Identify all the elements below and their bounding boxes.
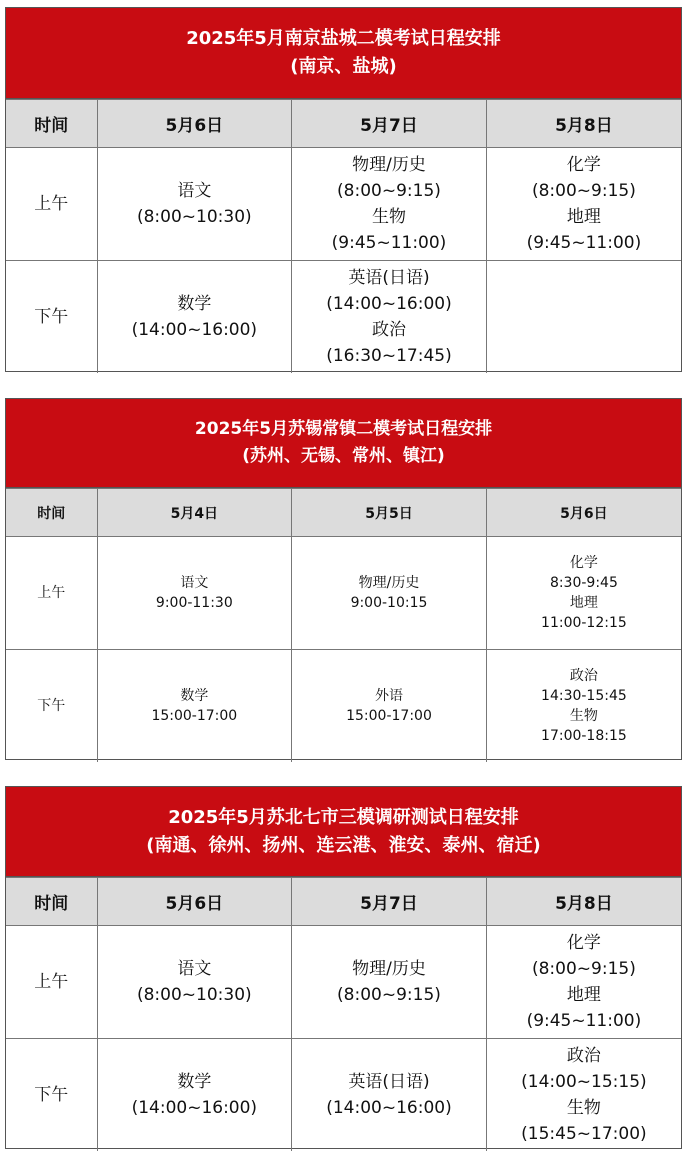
exam-time: (8:00~9:15) [531, 181, 636, 201]
table-header-row [6, 489, 681, 537]
exam-cell [97, 926, 292, 1039]
exam-time: 11:00-12:15 [541, 615, 627, 631]
subject-name: 地理 [566, 207, 601, 227]
subject-name: 政治 [569, 668, 598, 684]
time-column-header: 时间 [6, 878, 97, 926]
date-column-header: 5月4日 [97, 489, 292, 537]
date-column-header: 5月8日 [486, 878, 681, 926]
exam-cell [292, 148, 487, 261]
subject-name: 数学 [180, 688, 209, 704]
schedule-header [6, 399, 681, 488]
exam-time: (15:45~17:00) [521, 1124, 647, 1144]
table-row [6, 650, 681, 763]
schedule-header [6, 8, 681, 99]
table-row [6, 261, 681, 374]
subject-name: 政治 [371, 320, 406, 340]
subject-name: 化学 [569, 555, 598, 571]
period-label: 上午 [6, 537, 97, 650]
table-row [6, 537, 681, 650]
subject-name: 政治 [566, 1046, 601, 1066]
exam-cell [486, 650, 681, 763]
subject-name: 物理/历史 [358, 575, 420, 591]
exam-time: 9:00-11:30 [155, 595, 233, 611]
exam-time: (9:45~11:00) [526, 1011, 642, 1031]
subject-name: 化学 [566, 933, 601, 953]
table-header-row [6, 878, 681, 926]
table-header-row [6, 100, 681, 148]
schedule-title: 2025年5月苏锡常镇二模考试日程安排 [194, 419, 493, 439]
schedule-table [6, 99, 681, 373]
period-label: 下午 [6, 650, 97, 763]
subject-name: 物理/历史 [352, 155, 426, 175]
period-label: 上午 [6, 148, 97, 261]
subject-name: 外语 [374, 688, 403, 704]
exam-time: 8:30-9:45 [549, 575, 618, 591]
subject-name: 地理 [566, 985, 601, 1005]
exam-time: (14:00~16:00) [326, 1098, 452, 1118]
schedule-title: 2025年5月苏北七市三模调研测试日程安排 [168, 806, 519, 828]
subject-name: 英语(日语) [348, 1072, 430, 1092]
schedule-subtitle: (南通、徐州、扬州、连云港、淮安、泰州、宿迁) [146, 834, 541, 856]
schedule-title: 2025年5月南京盐城二模考试日程安排 [186, 28, 501, 49]
exam-time: 17:00-18:15 [541, 728, 627, 744]
subject-name: 语文 [180, 575, 209, 591]
schedule-subtitle: (苏州、无锡、常州、镇江) [242, 446, 445, 466]
subject-name: 生物 [569, 708, 598, 724]
subject-name: 语文 [177, 181, 212, 201]
exam-cell [486, 148, 681, 261]
exam-time: 15:00-17:00 [346, 708, 432, 724]
exam-time: (14:00~16:00) [131, 1098, 258, 1118]
date-column-header: 5月6日 [97, 100, 292, 148]
time-column-header: 时间 [6, 100, 97, 148]
subject-name: 化学 [566, 155, 601, 175]
exam-cell [97, 650, 292, 763]
date-column-header: 5月5日 [292, 489, 487, 537]
exam-cell [97, 1039, 292, 1151]
exam-cell [486, 1039, 681, 1151]
exam-time: (8:00~9:15) [337, 985, 441, 1005]
schedule-table [6, 488, 681, 762]
exam-time: (16:30~17:45) [326, 346, 452, 366]
exam-time: (9:45~11:00) [331, 233, 447, 253]
date-column-header: 5月6日 [486, 489, 681, 537]
subject-name: 生物 [566, 1098, 601, 1118]
date-column-header: 5月7日 [292, 878, 487, 926]
exam-time: (14:00~16:00) [326, 294, 452, 314]
exam-cell [97, 148, 292, 261]
schedule-subtitle: (南京、盐城) [290, 56, 397, 77]
exam-time: 15:00-17:00 [151, 708, 238, 724]
subject-name: 物理/历史 [352, 959, 426, 979]
subject-name: 语文 [177, 959, 212, 979]
subject-name: 生物 [371, 207, 406, 227]
exam-cell [292, 537, 487, 650]
exam-cell [97, 261, 292, 374]
exam-cell [97, 537, 292, 650]
exam-schedule-suxichangzhen [5, 398, 682, 760]
exam-time: (8:00~9:15) [337, 181, 441, 201]
exam-schedule-subei-seven-cities [5, 786, 682, 1149]
subject-name: 英语(日语) [348, 268, 430, 288]
exam-time: 9:00-10:15 [350, 595, 428, 611]
date-column-header: 5月7日 [292, 100, 487, 148]
exam-time: (8:00~10:30) [136, 207, 252, 227]
exam-cell [292, 1039, 487, 1151]
period-label: 下午 [6, 1039, 97, 1151]
subject-name: 地理 [569, 595, 598, 611]
subject-name: 数学 [177, 1072, 212, 1092]
table-row [6, 1039, 681, 1151]
schedule-table [6, 877, 681, 1151]
time-column-header: 时间 [6, 489, 97, 537]
subject-name: 数学 [177, 294, 212, 314]
exam-schedule-nanjing-yancheng [5, 7, 682, 372]
table-row [6, 148, 681, 261]
exam-time: (8:00~9:15) [531, 959, 636, 979]
table-row [6, 926, 681, 1039]
date-column-header: 5月6日 [97, 878, 292, 926]
exam-cell [292, 926, 487, 1039]
period-label: 下午 [6, 261, 97, 374]
schedule-header [6, 787, 681, 877]
exam-cell [486, 926, 681, 1039]
exam-cell [486, 537, 681, 650]
date-column-header: 5月8日 [486, 100, 681, 148]
exam-cell [292, 261, 487, 374]
exam-time: (8:00~10:30) [136, 985, 252, 1005]
exam-time: 14:30-15:45 [541, 688, 627, 704]
period-label: 上午 [6, 926, 97, 1039]
exam-time: (14:00~15:15) [521, 1072, 647, 1092]
exam-time: (14:00~16:00) [131, 320, 258, 340]
exam-cell [292, 650, 487, 763]
exam-cell [486, 261, 681, 374]
exam-time: (9:45~11:00) [526, 233, 642, 253]
